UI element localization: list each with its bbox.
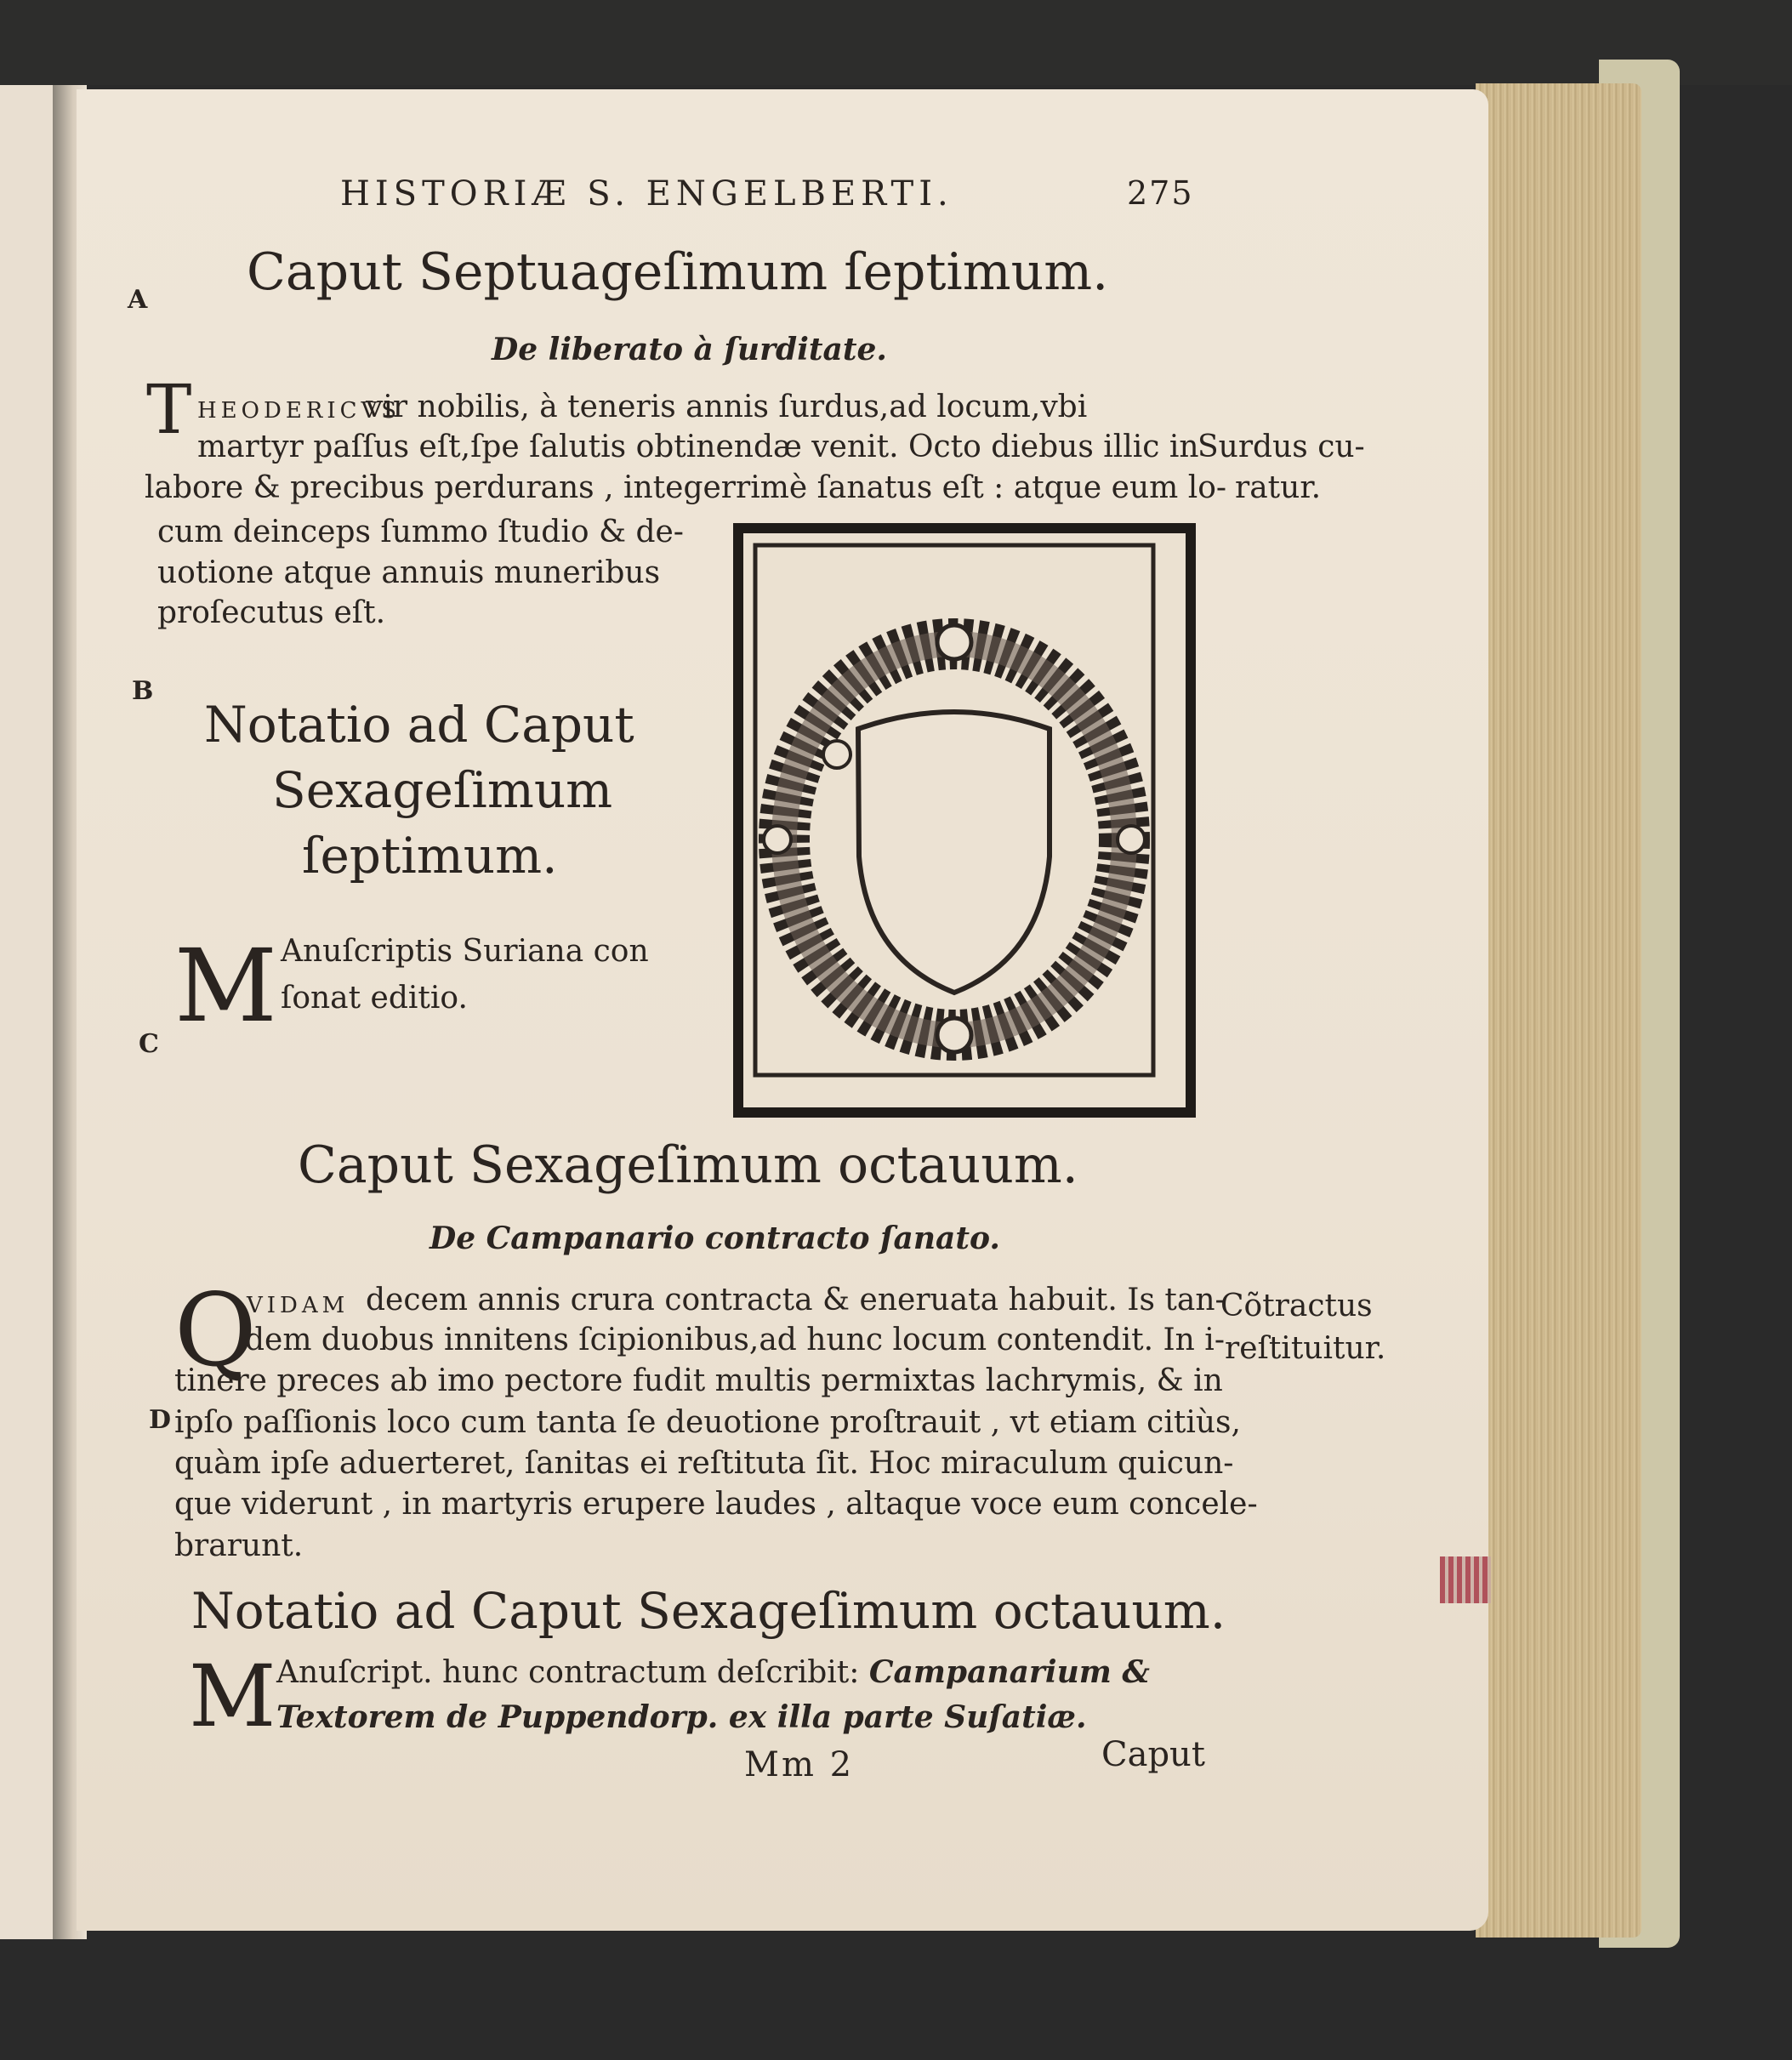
chapter-77-first-word: HEODERICVS: [197, 398, 401, 424]
chapter-77-line-1: vir nobilis, à teneris annis ſurdus,ad locum,vbi: [366, 390, 1088, 424]
note-77-line-1: Anuſcriptis Suriana con: [281, 934, 649, 969]
note-77-title-line-1: Notatio ad Caput: [204, 696, 634, 754]
chapter-77-line-6: proſecutus eſt.: [157, 595, 386, 630]
chapter-77-sidenote-2: ratur.: [1235, 470, 1322, 505]
note-78-line-1-plain: Anuſcript. hunc contractum deſcribit:: [276, 1655, 869, 1690]
previous-page-edge: [0, 85, 55, 1939]
chapter-78-title: Caput Sexageſimum octauum.: [298, 1135, 1078, 1195]
chapter-77-dropcap: T: [146, 370, 192, 449]
chapter-78-line-4: ipſo paſſionis loco cum tanta ſe deuotione proſtrauit , vt etiam citiùs,: [174, 1405, 1241, 1440]
backdrop: [0, 0, 1792, 85]
margin-letter-a: A: [128, 285, 148, 315]
margin-letter-d: D: [149, 1405, 172, 1435]
chapter-77-line-5: uotione atque annuis muneribus: [157, 555, 661, 590]
note-78-line-1: [276, 1654, 1150, 1690]
running-header-title: HISTORIÆ S. ENGELBERTI.: [340, 174, 953, 213]
note-77-dropcap: M: [174, 927, 277, 1044]
note-78-dropcap: M: [189, 1647, 276, 1746]
chapter-78-line-1: decem annis crura contracta & eneruata habuit. Is tan-: [366, 1283, 1226, 1317]
chapter-77-line-4: cum deinceps ſummo ſtudio & de-: [157, 515, 684, 549]
note-78-line-1-italic: Campanarium &: [868, 1654, 1150, 1690]
chapter-78-dropcap: Q: [174, 1272, 257, 1389]
chapter-78-line-5: quàm ipſe aduerteret, ſanitas ei reſtituta ſit. Hoc miraculum quicun-: [174, 1446, 1234, 1481]
margin-letter-b: B: [132, 676, 154, 706]
chapter-78-line-3: tinere preces ab imo pectore fudit multis permixtas lachrymis, & in: [174, 1363, 1223, 1398]
signature-mark: Mm 2: [744, 1745, 855, 1784]
chapter-78-line-2: dem duobus innitens ſcipionibus,ad hunc locum contendit. In i-: [245, 1323, 1225, 1357]
chapter-78-subtitle: De Campanario contracto ſanato.: [430, 1221, 1000, 1256]
chapter-77-title: Caput Septuageſimum ſeptimum.: [247, 242, 1109, 302]
chapter-77-line-2: martyr paſſus eſt,ſpe ſalutis obtinendæ venit. Octo diebus illic in: [197, 430, 1199, 464]
note-77-line-2: ſonat editio.: [281, 981, 468, 1016]
chapter-78-first-word: VIDAM: [247, 1293, 350, 1318]
chapter-77-subtitle: De liberato à ſurditate.: [492, 332, 887, 367]
note-77-title-line-3: ſeptimum.: [302, 827, 558, 885]
chapter-77-line-3: labore & precibus perdurans , integerrimè ſanatus eſt : atque eum lo-: [145, 470, 1227, 505]
laurel-wreath-shield-icon: [733, 523, 1196, 1118]
woodcut-drawing: [743, 533, 1165, 1087]
catchword: Caput: [1101, 1735, 1205, 1774]
margin-letter-c: C: [139, 1029, 159, 1059]
page-edges: [1476, 83, 1641, 1938]
chapter-78-line-7: brarunt.: [174, 1528, 304, 1563]
chapter-77-sidenote-1: Surdus cu-: [1198, 430, 1365, 464]
chapter-78-line-6: que viderunt , in martyris erupere laudes , altaque voce eum concele-: [174, 1487, 1258, 1522]
chapter-78-sidenote-2: reſtituitur.: [1225, 1331, 1386, 1366]
note-78-title: Notatio ad Caput Sexageſimum octauum.: [191, 1582, 1226, 1640]
chapter-78-sidenote-1: Cõtractus: [1220, 1289, 1373, 1323]
note-77-title-line-2: Sexageſimum: [272, 761, 613, 819]
note-78-line-2: Textorem de Puppendorp. ex illa parte Suſatiæ.: [276, 1699, 1087, 1735]
red-edge-stain: [1440, 1556, 1491, 1603]
page-number: 275: [1127, 174, 1194, 212]
